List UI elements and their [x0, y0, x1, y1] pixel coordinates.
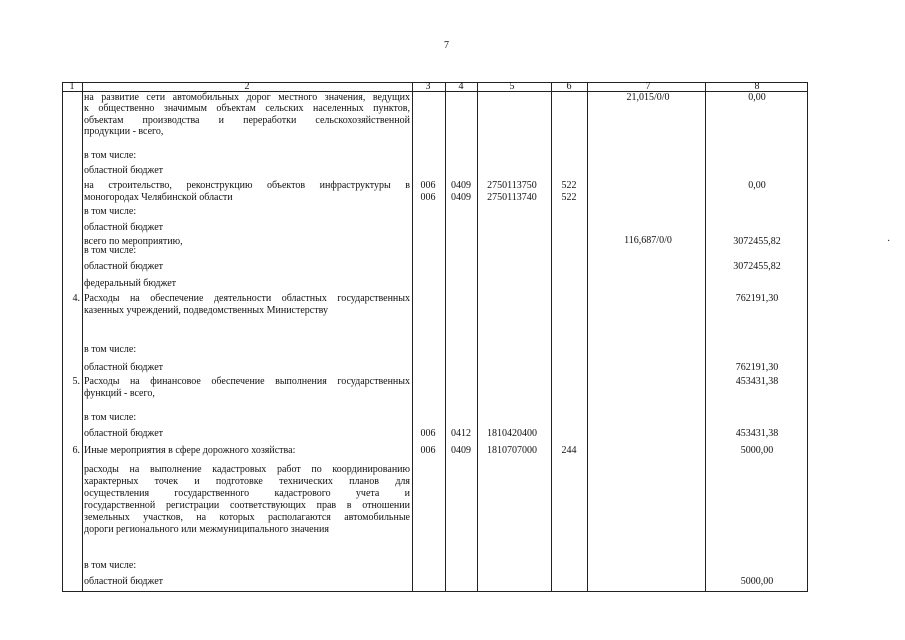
row-description: в том числе: [84, 560, 137, 571]
item-number: 4. [72, 293, 80, 304]
cell-value: 244 [561, 445, 577, 456]
row-description: областной бюджет [84, 428, 164, 439]
row-description: к общественно значимым объектам сельских населенных пунктов, [84, 103, 410, 114]
cell-value: 21,015/0/0 [626, 92, 670, 103]
page-number: 7 [444, 40, 449, 51]
row-description: областной бюджет [84, 362, 164, 373]
row-description: областной бюджет [84, 165, 164, 176]
row-description: осуществления государственного кадастрового учета и [84, 488, 410, 499]
header-cell: 3 [425, 81, 431, 92]
row-description: в том числе: [84, 412, 137, 423]
row-description: областной бюджет [84, 222, 164, 233]
column-divider [551, 82, 552, 592]
cell-value: 0,00 [748, 180, 766, 191]
row-description: Расходы на обеспечение деятельности областных государственных [84, 293, 410, 304]
cell-value: 453431,38 [735, 428, 779, 439]
column-divider [412, 82, 413, 592]
column-divider [587, 82, 588, 592]
table-border-right [807, 82, 808, 592]
cell-value: 3072455,82 [733, 236, 781, 247]
cell-value: 1810707000 [487, 445, 537, 456]
cell-value: 116,687/0/0 [624, 235, 672, 246]
row-description: всего по мероприятию, [84, 236, 183, 247]
budget-table [62, 82, 808, 592]
row-description: федеральный бюджет [84, 278, 177, 289]
row-description: дороги регионального или межмуниципального значения [84, 524, 329, 535]
column-divider [445, 82, 446, 592]
row-description: моногородах Челябинской области [84, 192, 233, 203]
table-border-left [62, 82, 63, 592]
row-description: областной бюджет [84, 576, 164, 587]
cell-value: 2750113740 [487, 192, 537, 203]
cell-value: 762191,30 [735, 293, 779, 304]
cell-value: 0409 [451, 192, 471, 203]
row-description: продукции - всего, [84, 126, 164, 137]
row-description: в том числе: [84, 206, 137, 217]
cell-value: 5000,00 [740, 445, 774, 456]
cell-value: 006 [420, 192, 436, 203]
header-cell: 6 [566, 81, 572, 92]
header-cell: 4 [458, 81, 464, 92]
cell-value: 0409 [451, 445, 471, 456]
cell-value: 1810420400 [487, 428, 537, 439]
cell-value: 0409 [451, 180, 471, 191]
cell-value: 762191,30 [735, 362, 779, 373]
cell-value: 006 [420, 428, 436, 439]
header-cell: 2 [244, 81, 250, 92]
cell-value: 453431,38 [735, 376, 779, 387]
row-description: объектам производства и переработки сельскохозяйственной [84, 115, 410, 126]
header-cell: 7 [645, 81, 651, 92]
cell-value: 0,00 [748, 92, 766, 103]
item-number: 6. [72, 445, 80, 456]
row-description: государственной регистрации соответствующих прав в отношении [84, 500, 410, 511]
row-description: земельных участков, на которых располагаются автомобильные [84, 512, 410, 523]
row-description: характерных точек и подготовке технических планов для [84, 476, 410, 487]
row-description: расходы на выполнение кадастровых работ по координированию [84, 464, 410, 475]
cell-value: 5000,00 [740, 576, 774, 587]
cell-value: 522 [561, 192, 577, 203]
row-description: казенных учреждений, подведомственных Министерству [84, 305, 328, 316]
scan-mark: · [887, 236, 891, 247]
cell-value: 006 [420, 180, 436, 191]
header-cell: 8 [754, 81, 760, 92]
row-description: Расходы на финансовое обеспечение выполнения государственных [84, 376, 410, 387]
cell-value: 3072455,82 [733, 261, 781, 272]
row-description: на строительство, реконструкцию объектов инфраструктуры в [84, 180, 410, 191]
row-description: функций - всего, [84, 388, 155, 399]
column-divider [82, 82, 83, 592]
table-border-bottom [62, 591, 808, 592]
row-description: в том числе: [84, 245, 137, 256]
column-divider [705, 82, 706, 592]
row-description: областной бюджет [84, 261, 164, 272]
row-description: в том числе: [84, 344, 137, 355]
cell-value: 006 [420, 445, 436, 456]
row-description: на развитие сети автомобильных дорог местного значения, ведущих [84, 92, 410, 103]
row-description: в том числе: [84, 150, 137, 161]
cell-value: 2750113750 [487, 180, 537, 191]
cell-value: 0412 [451, 428, 471, 439]
column-divider [477, 82, 478, 592]
header-cell: 5 [509, 81, 515, 92]
row-description: Иные мероприятия в сфере дорожного хозяйства: [84, 445, 296, 456]
header-cell: 1 [69, 81, 75, 92]
item-number: 5. [72, 376, 80, 387]
cell-value: 522 [561, 180, 577, 191]
